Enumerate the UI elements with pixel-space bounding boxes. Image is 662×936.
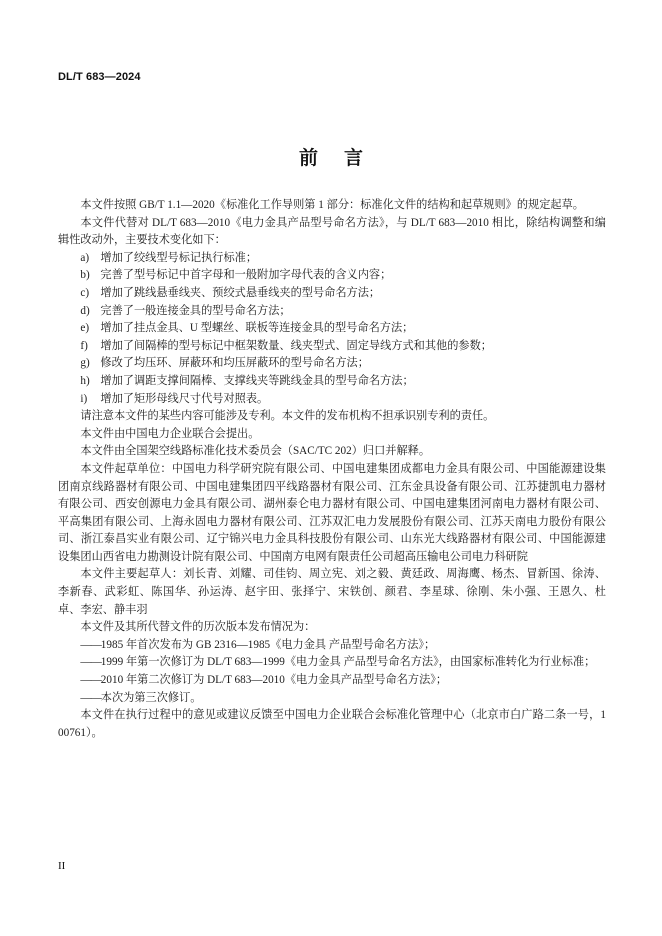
- scope-paragraph: 本文件按照 GB/T 1.1—2020《标准化工作导则第 1 部分：标准化文件的结构和起草规则》的规定起草。: [80, 199, 584, 211]
- list-item: [58, 338, 606, 356]
- history-text: 2010 年第二次修订为 DL/T 683—2010《电力金具产品型号命名方法》；: [100, 674, 448, 687]
- history-text: 1999 年第一次修订为 DL/T 683—1999《电力金具 产品型号命名方法》，由国家标准转化为行业标准；: [100, 656, 596, 669]
- history-item: [58, 637, 606, 655]
- list-marker: d): [80, 304, 90, 317]
- list-item: [58, 320, 606, 338]
- list-item-text: 完善了型号标记中首字母和一般附加字母代表的含义内容；: [100, 269, 392, 282]
- list-marker: g): [80, 357, 90, 370]
- list-item: [58, 373, 606, 391]
- list-item: [58, 303, 606, 321]
- document-code: DL/T 683—2024: [58, 71, 141, 83]
- history-dash: ——: [80, 691, 101, 704]
- list-item-text: 增加了矩形母线尺寸代号对照表。: [100, 392, 269, 405]
- list-marker: b): [80, 269, 90, 282]
- list-item-text: 增加了绞线型号标记执行标准；: [100, 251, 258, 264]
- page-title: 前言: [298, 148, 389, 169]
- history-intro: 本文件及其所代替文件的历次版本发布情况为：: [80, 621, 316, 634]
- list-item-text: 增加了挂点金具、U 型螺丝、联板等连接金具的型号命名方法；: [100, 322, 414, 335]
- list-marker: h): [80, 374, 90, 387]
- drafting-units-paragraph: 本文件起草单位：中国电力科学研究院有限公司、中国电建集团成都电力金具有限公司、中国能源建设集团南京线路器材有限公司、中国电建集团四平线路器材有限公司、江东金具设备有限公司、江苏捷凯电力器材有限公司、西安创源电力金具有限公司、湖州泰仑电力器材有限公司、中国电建集团河南电力器材有限公司、平高集团有限公司、上海永固电力器材有限公司、江苏双汇电力发展股份有限公司、江苏天南电力股份有限公司、浙江泰昌实业有限公司、辽宁锦兴电力金具科技股份有限公司、山东光大线路器材有限公司、中国能源建设集团山西省电力勘测设计院有限公司、中国南方电网有限责任公司超高压输电公司电力科研院: [58, 462, 606, 563]
- list-marker: i): [80, 392, 88, 405]
- list-marker: a): [80, 251, 90, 264]
- history-dash: ——: [80, 674, 101, 687]
- replacement-paragraph: 本文件代替对 DL/T 683—2010《电力金具产品型号命名方法》，与 DL/T 683—2010 相比，除结构调整和编辑性改动外，主要技术变化如下：: [58, 216, 606, 247]
- proposer-paragraph: 本文件由中国电力企业联合会提出。: [80, 427, 260, 440]
- patent-notice: 请注意本文件的某些内容可能涉及专利。本文件的发布机构不担承识别专利的责任。: [80, 410, 495, 423]
- list-item-text: 修改了均压环、屏蔽环和均压屏蔽环的型号命名方法；: [100, 357, 369, 370]
- history-item: [58, 690, 606, 708]
- history-list: [58, 637, 606, 707]
- list-item: [58, 285, 606, 303]
- list-item-text: 增加了跳线悬垂线夹、预绞式悬垂线夹的型号命名方法；: [100, 286, 381, 299]
- list-item-text: 增加了间隔棒的型号标记中框架数量、线夹型式、固定导线方式和其他的参数；: [100, 339, 492, 352]
- list-item: [58, 267, 606, 285]
- history-item: [58, 672, 606, 690]
- history-item: [58, 654, 606, 672]
- list-marker: e): [80, 322, 90, 335]
- change-list: [58, 250, 606, 408]
- list-marker: f): [80, 339, 88, 352]
- list-item-text: 增加了调距支撑间隔棒、支撑线夹等跳线金具的型号命名方法；: [100, 374, 414, 387]
- history-text: 本次为第三次修订。: [100, 691, 202, 704]
- foreword-body: [58, 197, 606, 742]
- history-text: 1985 年首次发布为 GB 2316—1985《电力金具 产品型号命名方法》；: [100, 638, 436, 651]
- list-item: [58, 355, 606, 373]
- page-number: II: [58, 860, 66, 872]
- history-dash: ——: [80, 656, 101, 669]
- list-marker: c): [80, 286, 90, 299]
- list-item-text: 完善了一般连接金具的型号命名方法；: [100, 304, 291, 317]
- history-dash: ——: [80, 638, 101, 651]
- feedback-paragraph: 本文件在执行过程中的意见或建议反馈至中国电力企业联合会标准化管理中心（北京市白广路二条一号，100761）。: [58, 709, 606, 739]
- drafters-paragraph: 本文件主要起草人：刘长青、刘耀、司佳钧、周立宪、刘之毅、黄廷政、周海鹰、杨杰、冒新国、徐涛、李新春、武彩虹、陈国华、孙运涛、赵宇田、张择宁、宋铁创、颜君、李星球、徐刚、朱小强、王恩久、杜卓、李宏、静丰羽: [58, 568, 606, 616]
- committee-paragraph: 本文件由全国架空线路标准化技术委员会（SAC/TC 202）归口并解释。: [80, 445, 431, 458]
- list-item: [58, 391, 606, 409]
- list-item: [58, 250, 606, 268]
